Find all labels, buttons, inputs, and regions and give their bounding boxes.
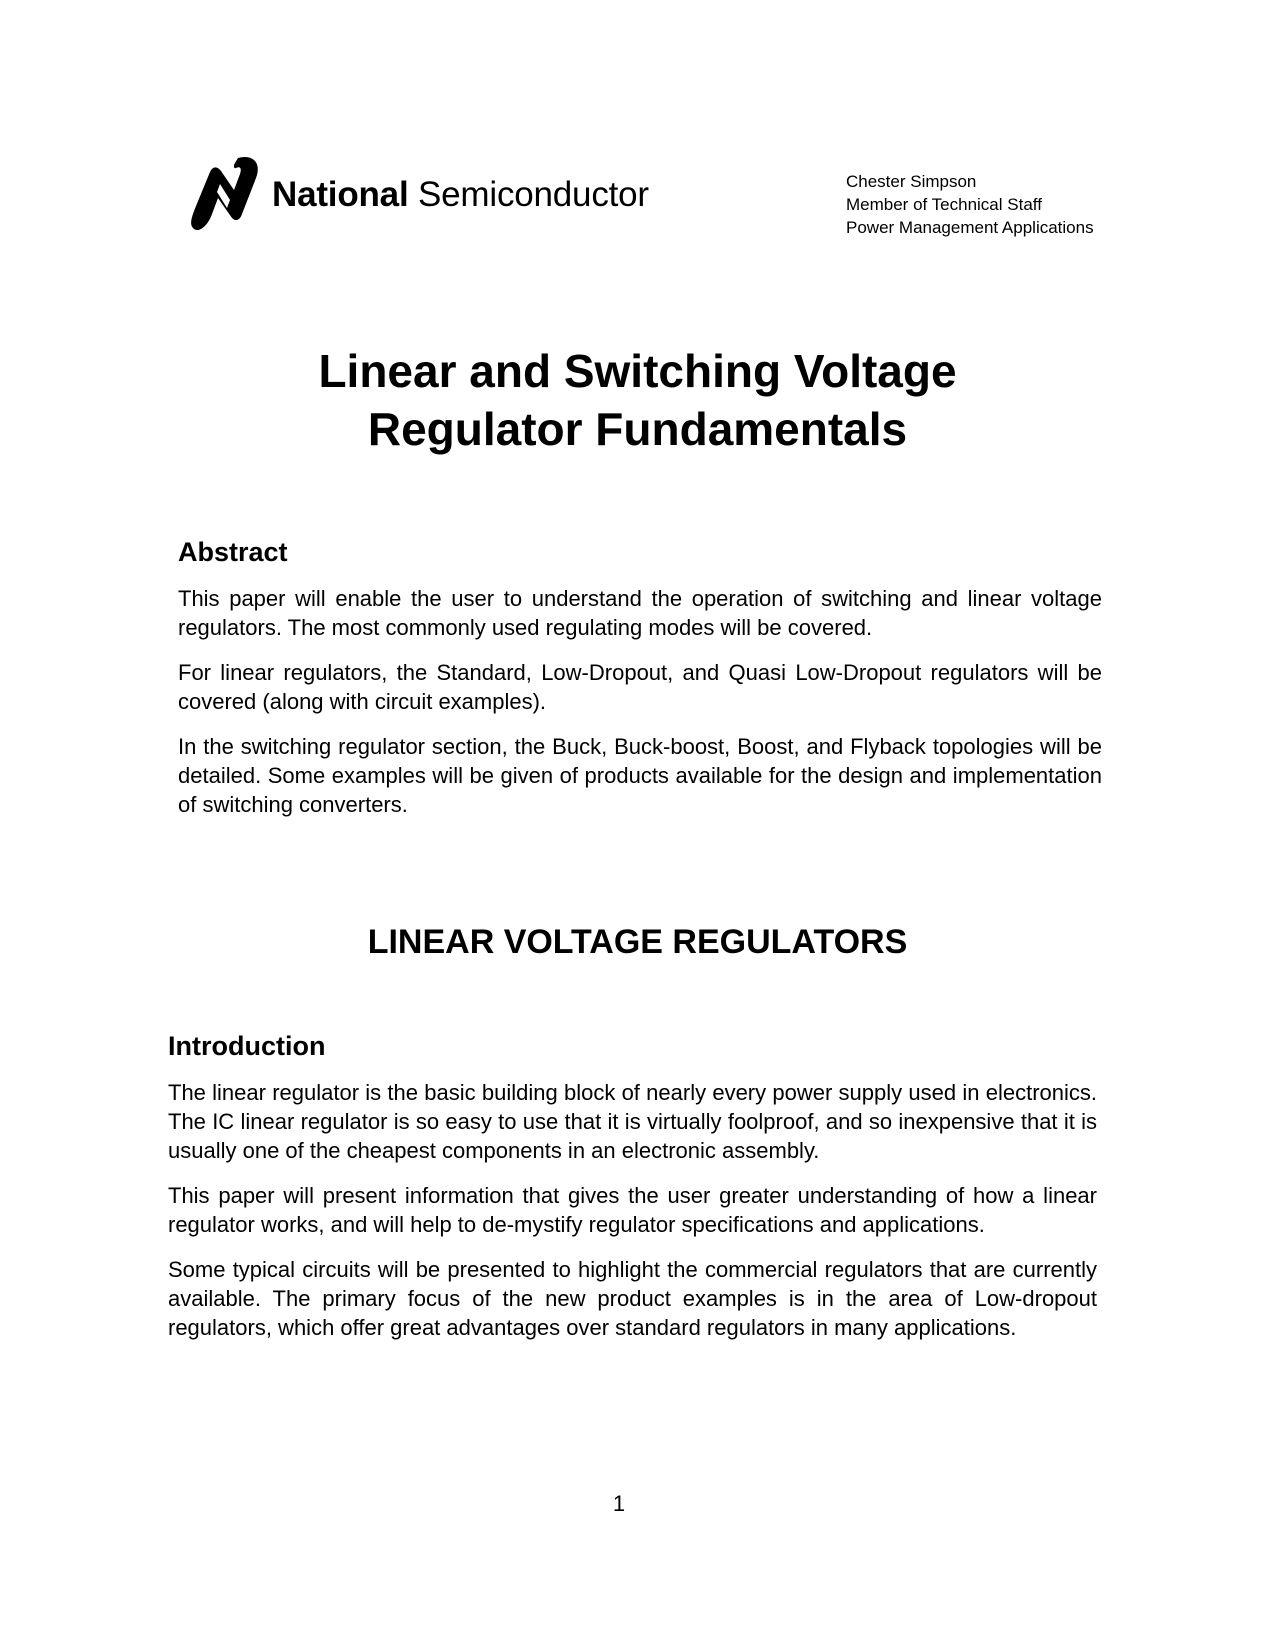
introduction-paragraph: Some typical circuits will be presented to highlight the commercial regulators that are currently available. The primary focus of the new product examples is in the area of Low-dropout regulators, which offer great advantages over standard regulators in many applications. (168, 1257, 1097, 1340)
paper-title-line-2: Regulator Fundamentals (367, 403, 908, 455)
section-heading: LINEAR VOLTAGE REGULATORS (367, 923, 908, 961)
page-number: 1 (612, 1491, 626, 1516)
introduction-section (168, 1030, 1097, 1358)
abstract-heading: Abstract (178, 537, 288, 567)
author-info (846, 170, 1094, 239)
abstract-paragraph: This paper will enable the user to understand the operation of switching and linear voltage regulators. The most commonly used regulating modes will be covered. (178, 586, 1102, 640)
abstract-paragraph: In the switching regulator section, the Buck, Buck-boost, Boost, and Flyback topologies will be detailed. Some examples will be given of products available for the design and implementation of switching converters. (178, 734, 1102, 817)
paper-title (0, 342, 1275, 458)
brand-name-light: Semiconductor (418, 175, 649, 214)
brand-name (272, 175, 649, 215)
introduction-paragraph: The linear regulator is the basic building block of nearly every power supply used in electronics. The IC linear regulator is so easy to use that it is virtually foolproof, and so inexpensive that it is usually one of the cheapest components in an electronic assembly. (168, 1080, 1097, 1163)
author-group: Power Management Applications (846, 218, 1094, 237)
introduction-heading: Introduction (168, 1031, 326, 1061)
abstract-section (178, 536, 1102, 835)
introduction-paragraph: This paper will present information that gives the user greater understanding of how a linear regulator works, and will help to de-mystify regulator specifications and applications. (168, 1183, 1097, 1237)
abstract-paragraph: For linear regulators, the Standard, Low-Dropout, and Quasi Low-Dropout regulators will be covered (along with circuit examples). (178, 660, 1102, 714)
paper-title-line-1: Linear and Switching Voltage (318, 345, 957, 397)
author-role: Member of Technical Staff (846, 195, 1042, 214)
author-name: Chester Simpson (846, 172, 977, 191)
national-semiconductor-logo-icon (190, 154, 262, 236)
company-logo (190, 155, 649, 235)
brand-name-bold: National (272, 175, 409, 214)
